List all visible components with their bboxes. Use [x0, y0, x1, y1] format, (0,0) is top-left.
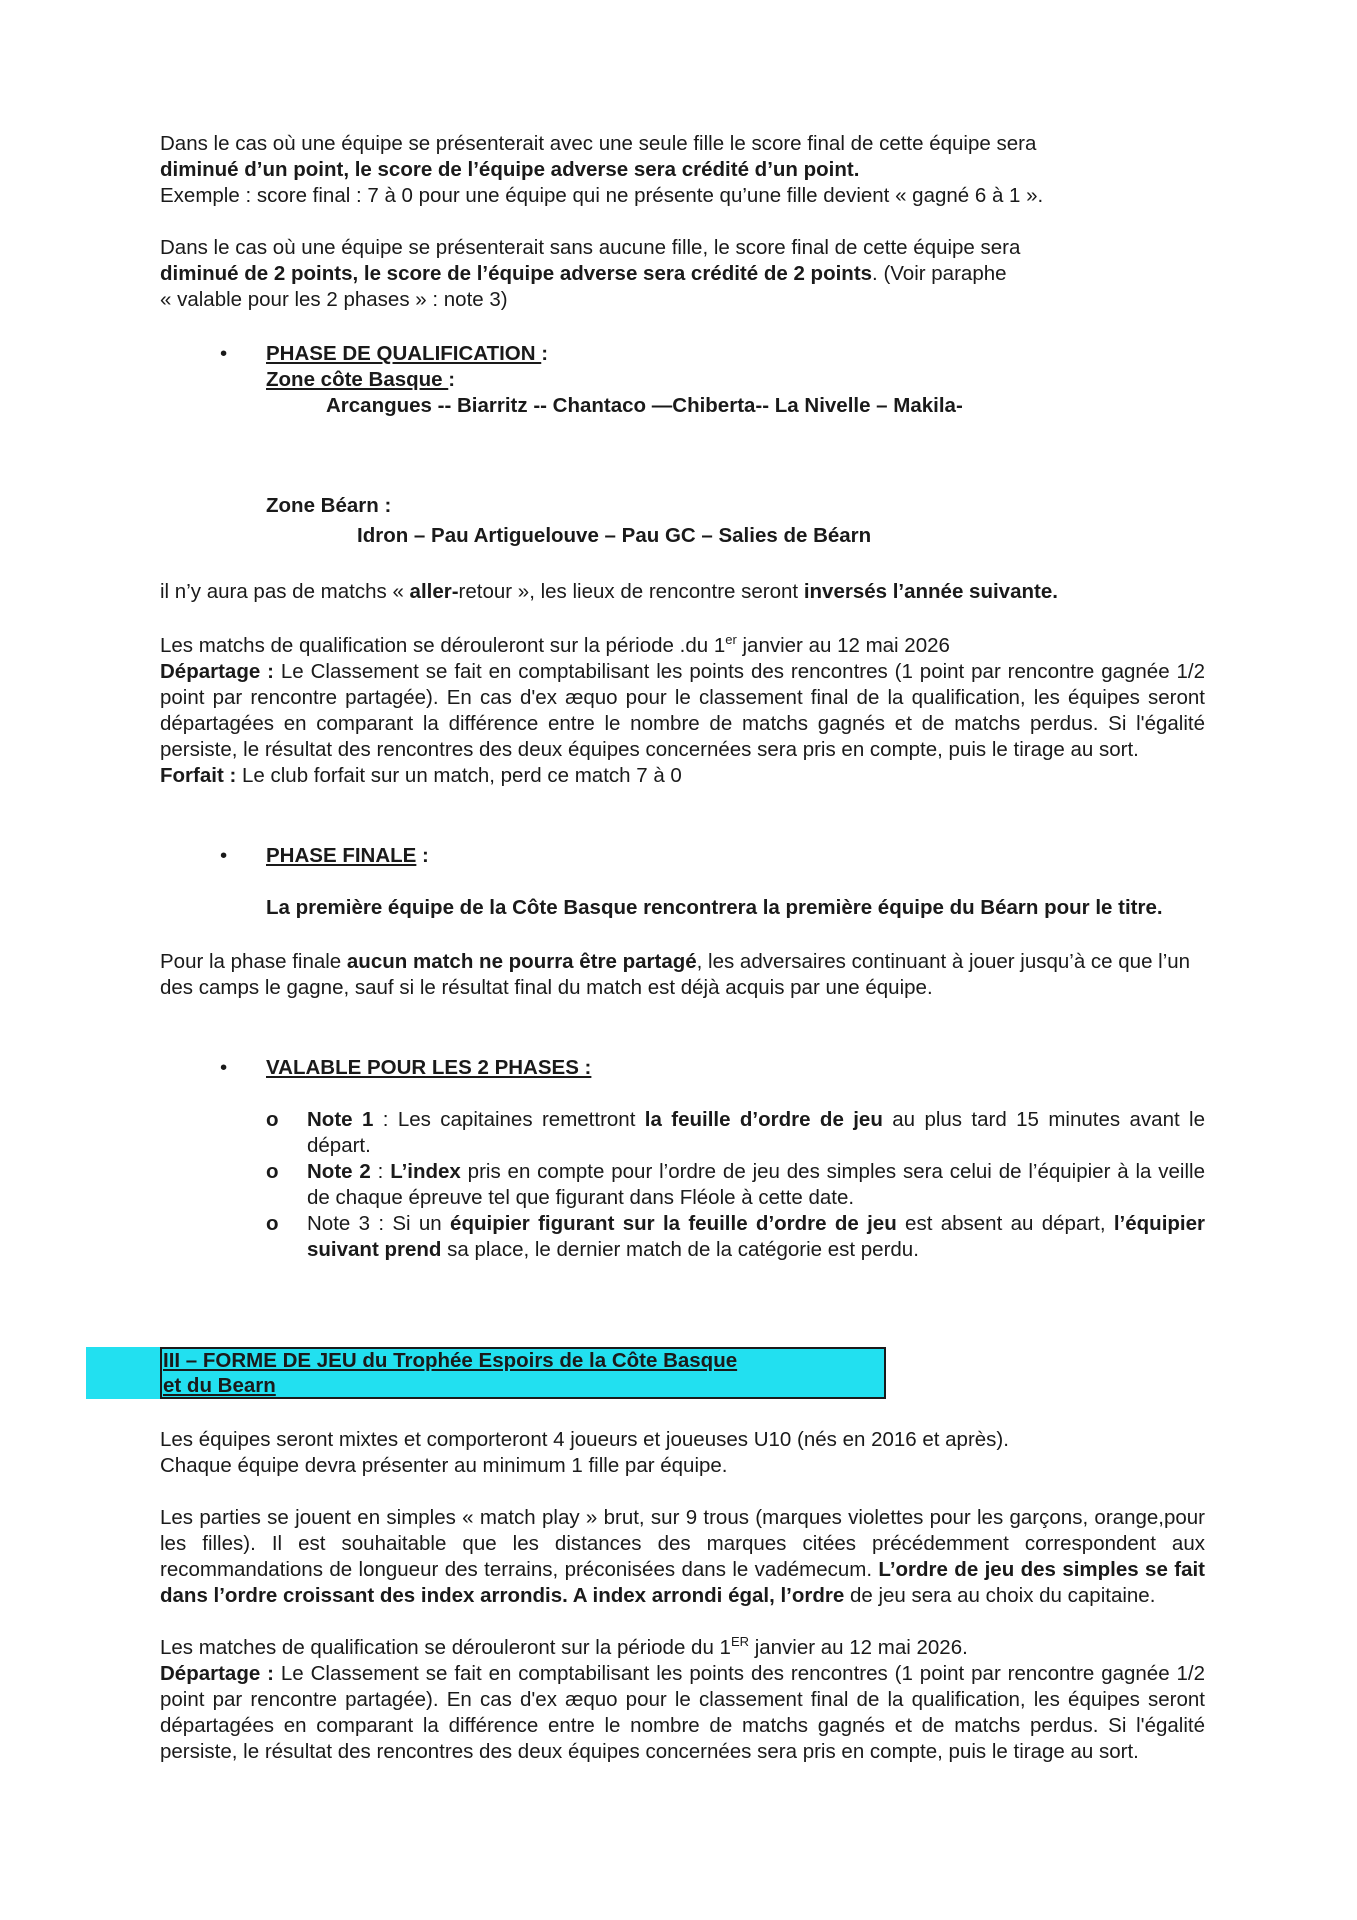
forfait-rule: Forfait : Le club forfait sur un match, perd ce match 7 à 0 [160, 764, 682, 787]
section-title-line-2: et du Bearn [163, 1374, 276, 1397]
bullet-phase-qualification: • PHASE DE QUALIFICATION : Zone côte Basque : [220, 342, 549, 391]
finale-text: La première équipe de la Côte Basque rencontrera la première équipe du Béarn pour le titre. [266, 896, 1163, 919]
aller-retour-note: il n’y aura pas de matchs « aller-retour », les lieux de rencontre seront inversés l’année suivante. [160, 580, 1058, 603]
note-2: o Note 2 : L’index pris en compte pour l’ordre de jeu des simples sera celui de l’équipier à la veille de chaque épreuve tel que figurant dans Fléole à cette date. [266, 1160, 1205, 1209]
note-1: o Note 1 : Les capitaines remettront la feuille d’ordre de jeu au plus tard 15 minutes avant le départ. [266, 1108, 1206, 1157]
bullet-phase-finale: • PHASE FINALE : [220, 844, 429, 867]
finale-paragraph: Pour la phase finale aucun match ne pourra être partagé, les adversaires continuant à jouer jusqu’à ce que l’un des camps le gagne, sauf si le résultat final du match est déjà acquis par une équipe. [160, 950, 1191, 999]
teams-paragraph: Les équipes seront mixtes et comporteront 4 joueurs et joueuses U10 (nés en 2016 et après). Chaque équipe devra présenter au minimum 1 fille par équipe. [160, 1428, 1009, 1477]
qualif-period: Les matchs de qualification se dérouleront sur la période .du 1er janvier au 12 mai 2026 [160, 632, 950, 657]
bullet-icon: • [220, 844, 228, 867]
para-no-fille: Dans le cas où une équipe se présenterait sans aucune fille, le score final de cette équipe sera diminué de 2 points, le score de l’équipe adverse sera crédité de 2 points. (Voir paraphe « valable pour les 2 phases » : note 3) [160, 236, 1021, 311]
note-3: o Note 3 : Si un équipier figurant sur la feuille d’ordre de jeu est absent au départ, l’équipier suivant prend sa place, le dernier match de la catégorie est perdu. [266, 1212, 1205, 1261]
bullet-valable: • VALABLE POUR LES 2 PHASES : [220, 1056, 592, 1079]
list-marker: o [266, 1108, 279, 1131]
bullet-icon: • [220, 1056, 228, 1079]
list-marker: o [266, 1160, 279, 1183]
zone-bearn-label: Zone Béarn : [266, 494, 392, 517]
parties-paragraph: Les parties se jouent en simples « match play » brut, sur 9 trous (marques violettes pour les garçons, orange,pour les filles). Il est souhaitable que les distances des marques citées précédemment correspondent aux recommandations de longueur des terrains, préconisées dans le vadémecum. L’ordre de jeu des simples se fait dans l’ordre croissant des index arrondis. A index arrondi égal, l’ordre de jeu sera au choix du capitaine. [160, 1506, 1205, 1607]
section-title-line-1: III – FORME DE JEU du Trophée Espoirs de la Côte Basque [163, 1349, 738, 1372]
para-one-fille: Dans le cas où une équipe se présenterait avec une seule fille le score final de cette équipe sera diminué d’un point, le score de l’équipe adverse sera crédité d’un point. Exemple : score final : 7 à 0 pour une équipe qui ne présente qu’une fille devient « gagné 6 à 1 ». [160, 132, 1044, 207]
departage-rules-1: Départage : Le Classement se fait en comptabilisant les points des rencontres (1 point par rencontre gagnée 1/2 point par rencontre partagée). En cas d'ex æquo pour le classement final de la qualification, les équipes seront départagées en comparant la différence entre le nombre de matchs gagnés et de matchs perdus. Si l'égalité persiste, le résultat des rencontres des deux équipes concernées sera pris en compte, puis le tirage au sort. [160, 660, 1206, 761]
notes-list [160, 1107, 1205, 1263]
list-marker: o [266, 1212, 279, 1235]
bullet-icon: • [220, 342, 228, 365]
zone-bearn-clubs: Idron – Pau Artiguelouve – Pau GC – Salies de Béarn [357, 524, 872, 547]
zone-cote-basque-clubs: Arcangues -- Biarritz -- Chantaco —Chiberta-- La Nivelle – Makila- [326, 394, 963, 417]
departage-rules-2: Départage : Le Classement se fait en comptabilisant les points des rencontres (1 point par rencontre gagnée 1/2 point par rencontre partagée). En cas d'ex æquo pour le classement final de la qualification, les équipes seront départagées en comparant la différence entre le nombre de matchs gagnés et de matchs perdus. Si l'égalité persiste, le résultat des rencontres des deux équipes concernées sera pris en compte, puis le tirage au sort. [160, 1662, 1206, 1763]
document-body [160, 131, 1205, 1765]
qualif-period-2: Les matches de qualification se dérouleront sur la période du 1ER janvier au 12 mai 2026. [160, 1634, 968, 1659]
